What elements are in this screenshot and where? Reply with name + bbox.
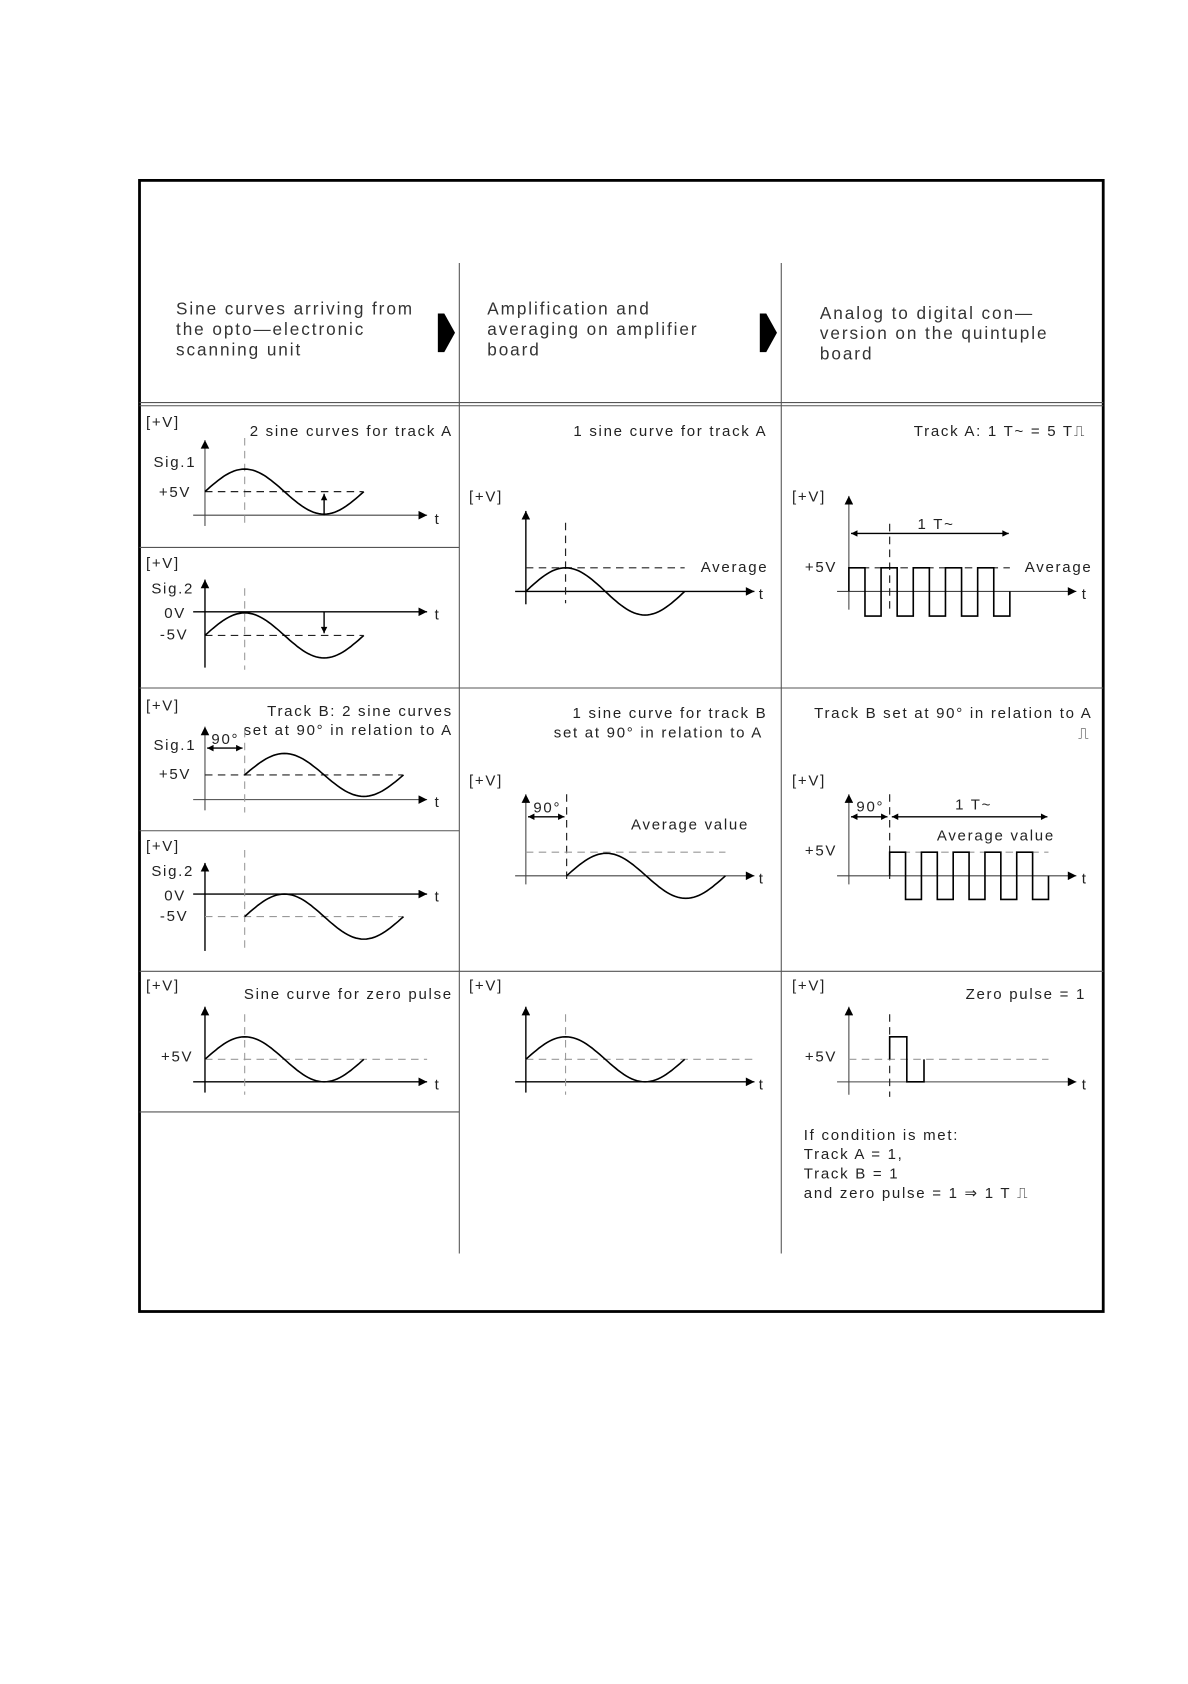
header-text: averaging on amplifier: [487, 318, 699, 339]
signal-label: Sig.1: [153, 737, 197, 755]
unit-label: [+V]: [792, 772, 826, 790]
voltage-label: +5V: [160, 1048, 194, 1066]
panel-title: Zero pulse = 1: [965, 986, 1087, 1004]
track-a-amplified-signal: [469, 423, 768, 615]
signal-label: Sig.1: [153, 453, 197, 471]
unit-label: [+V]: [468, 977, 503, 995]
pulse-symbol: ⎍: [1078, 725, 1091, 743]
voltage-label: -5V: [159, 907, 189, 925]
condition-text: and zero pulse = 1 ⇒ 1 T ⎍: [803, 1184, 1030, 1202]
time-axis-label: t: [434, 1076, 441, 1094]
header-text: board: [487, 339, 541, 360]
panel-title: 1 sine curve for track A: [573, 422, 768, 440]
phase-label: 90°: [856, 798, 885, 816]
time-axis-label: t: [758, 1076, 765, 1094]
panel-title: Sine curve for zero pulse: [243, 986, 453, 1004]
unit-label: [+V]: [145, 977, 180, 995]
header-text: version on the quintuple: [819, 323, 1049, 344]
time-axis-label: t: [434, 888, 441, 906]
panel-title: 2 sine curves for track A: [249, 422, 453, 440]
voltage-label: +5V: [804, 559, 838, 577]
unit-label: [+V]: [145, 554, 180, 572]
period-label: 1 T~: [917, 516, 955, 534]
unit-label: [+V]: [145, 414, 180, 432]
panel-title: set at 90° in relation to A: [553, 724, 764, 742]
zero-pulse-amplified-signal: [469, 978, 765, 1095]
header-col1: [176, 299, 414, 360]
average-label: Average value: [631, 816, 750, 834]
condition-text: Track B = 1: [803, 1165, 900, 1183]
unit-label: [+V]: [792, 488, 826, 506]
track-b-digital-signal: [792, 705, 1092, 899]
header-text: the opto—electronic: [176, 318, 366, 339]
time-axis-label: t: [434, 606, 441, 624]
header-text: Amplification and: [487, 298, 651, 319]
average-label: Average: [700, 559, 769, 577]
header-col3: [820, 303, 1049, 364]
average-label: Average: [1024, 559, 1093, 577]
panel-title: Track A: 1 T~ = 5 T⎍: [913, 422, 1087, 440]
table-grid: [140, 263, 1104, 1254]
zero-pulse-sensor-signal: [146, 978, 453, 1095]
unit-label: [+V]: [145, 838, 180, 856]
time-axis-label: t: [1081, 870, 1088, 888]
unit-label: [+V]: [468, 488, 503, 506]
zero-pulse-digital-signal: [792, 978, 1088, 1202]
voltage-label: +5V: [158, 766, 192, 784]
flow-arrow-icon: [760, 313, 777, 352]
panel-title: 1 sine curve for track B: [572, 705, 768, 723]
condition-text: Track A = 1,: [803, 1146, 904, 1164]
header-text: scanning unit: [176, 339, 303, 360]
header-text: Sine curves arriving from: [176, 298, 415, 319]
unit-label: [+V]: [145, 697, 180, 715]
track-a-sensor-signals: [146, 414, 453, 670]
track-b-sensor-signals: [146, 698, 453, 954]
phase-label: 90°: [533, 799, 562, 817]
voltage-label: +5V: [158, 483, 192, 501]
unit-label: [+V]: [468, 772, 503, 790]
time-axis-label: t: [758, 585, 765, 603]
track-a-digital-signal: [792, 423, 1092, 616]
voltage-label: 0V: [164, 605, 187, 623]
time-axis-label: t: [434, 794, 441, 812]
time-axis-label: t: [1081, 585, 1088, 603]
period-label: 1 T~: [955, 796, 993, 814]
voltage-label: +5V: [804, 1048, 838, 1066]
signal-label: Sig.2: [151, 580, 195, 598]
track-b-amplified-signal: [469, 705, 767, 898]
time-axis-label: t: [1081, 1076, 1088, 1094]
phase-label: 90°: [211, 730, 240, 748]
flow-arrow-icon: [438, 313, 455, 352]
signal-label: Sig.2: [151, 862, 195, 880]
voltage-label: 0V: [164, 887, 187, 905]
panel-title: Track B: 2 sine curves: [267, 702, 453, 720]
average-label: Average value: [936, 827, 1055, 845]
condition-text: If condition is met:: [803, 1126, 960, 1144]
voltage-label: -5V: [159, 626, 189, 644]
time-axis-label: t: [434, 510, 441, 528]
header-text: Analog to digital con—: [819, 302, 1035, 323]
panel-title: Track B set at 90° in relation to A: [814, 705, 1093, 723]
header-col2: [487, 299, 698, 360]
time-axis-label: t: [758, 870, 765, 888]
panel-title: set at 90° in relation to A: [243, 722, 453, 740]
voltage-label: +5V: [804, 842, 838, 860]
unit-label: [+V]: [792, 977, 826, 995]
header-text: board: [819, 343, 874, 364]
